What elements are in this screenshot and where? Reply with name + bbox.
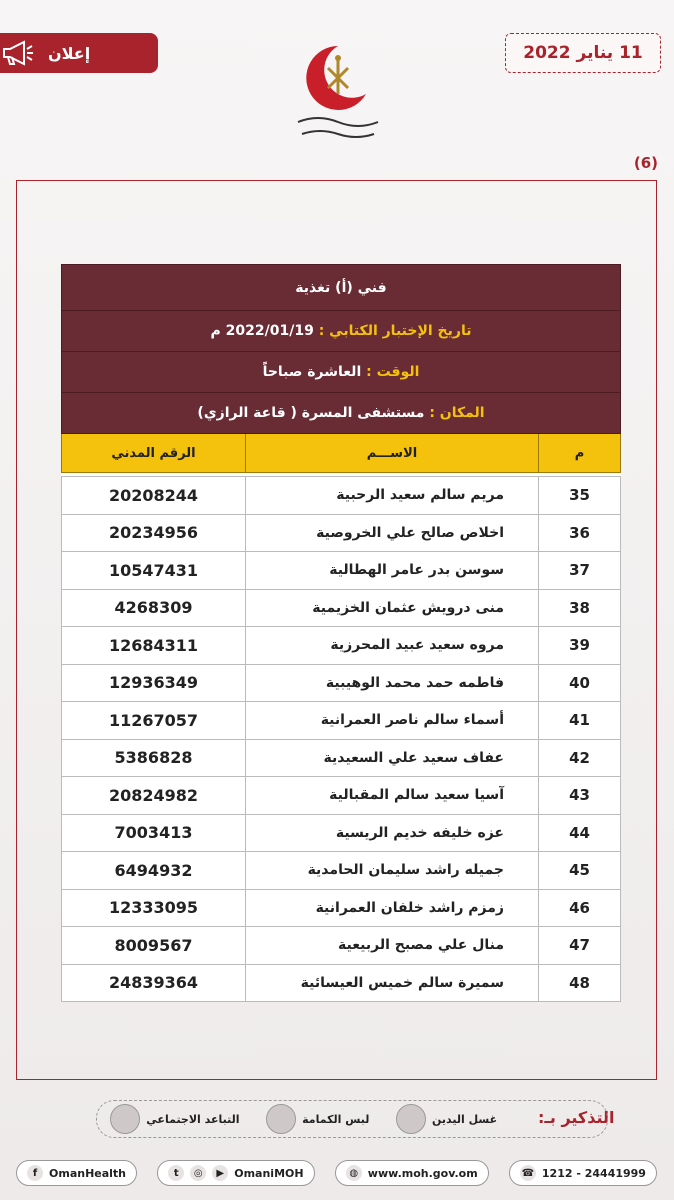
phone-icon: ☎ (520, 1165, 536, 1181)
reminder-label-handwash: غسل اليدين (432, 1112, 498, 1126)
table-row (62, 627, 621, 665)
exam-location-row (62, 393, 621, 434)
row-number: 48 (539, 964, 621, 1002)
row-civil-id: 20824982 (62, 777, 246, 815)
column-header-civil-id: الرقم المدني (62, 434, 246, 473)
row-civil-id: 8009567 (62, 927, 246, 965)
row-number: 43 (539, 777, 621, 815)
row-number: 35 (539, 477, 621, 515)
table-row (62, 964, 621, 1002)
reminder-item-mask (266, 1104, 369, 1134)
page-number: (6) (633, 154, 658, 172)
exam-time-row (62, 352, 621, 393)
reminder-label-mask: لبس الكمامة (302, 1112, 370, 1126)
website-pill[interactable] (335, 1160, 489, 1186)
table-row (62, 927, 621, 965)
date-text: 11 يناير 2022 (523, 43, 643, 63)
table-row (62, 702, 621, 740)
row-number: 44 (539, 814, 621, 852)
column-header-number: م (539, 434, 621, 473)
megaphone-icon (0, 40, 34, 66)
row-number: 46 (539, 889, 621, 927)
row-name: أسماء سالم ناصر العمرانية (246, 702, 539, 740)
table-row (62, 514, 621, 552)
exam-location-label: المكان : (429, 405, 485, 421)
row-civil-id: 12684311 (62, 627, 246, 665)
footer (16, 1159, 657, 1187)
row-civil-id: 20208244 (62, 477, 246, 515)
table-row (62, 852, 621, 890)
job-title: فني (أ) تغذية (295, 279, 387, 296)
row-civil-id: 20234956 (62, 514, 246, 552)
row-number: 39 (539, 627, 621, 665)
ministry-logo (288, 38, 388, 158)
row-number: 37 (539, 552, 621, 590)
row-name: آسيا سعيد سالم المقبالية (246, 777, 539, 815)
exam-date-value: 2022/01/19 م (210, 323, 314, 339)
website-url: www.moh.gov.om (367, 1166, 478, 1180)
row-name: سميرة سالم خميس العيسائية (246, 964, 539, 1002)
table-row (62, 477, 621, 515)
exam-location-value: مستشفى المسرة ( قاعة الرازي) (197, 405, 425, 421)
row-number: 42 (539, 739, 621, 777)
row-civil-id: 12333095 (62, 889, 246, 927)
row-number: 40 (539, 664, 621, 702)
row-number: 47 (539, 927, 621, 965)
face-mask-icon (266, 1104, 296, 1134)
reminder-item-distancing (110, 1104, 239, 1134)
table-row (62, 814, 621, 852)
reminder-item-handwash (396, 1104, 497, 1134)
announcement-badge (0, 33, 158, 73)
instagram-icon: ◎ (190, 1165, 206, 1181)
row-name: فاطمه حمد محمد الوهيبية (246, 664, 539, 702)
table-title-row (62, 265, 621, 311)
row-name: عفاف سعيد علي السعيدية (246, 739, 539, 777)
row-civil-id: 5386828 (62, 739, 246, 777)
social-pill[interactable] (157, 1160, 314, 1186)
row-number: 45 (539, 852, 621, 890)
table-row (62, 552, 621, 590)
row-civil-id: 12936349 (62, 664, 246, 702)
row-civil-id: 4268309 (62, 589, 246, 627)
row-name: زمزم راشد خلفان العمرانية (246, 889, 539, 927)
table-row (62, 589, 621, 627)
column-header-name: الاســـم (246, 434, 539, 473)
phone-pill[interactable] (509, 1160, 657, 1186)
row-name: اخلاص صالح علي الخروصية (246, 514, 539, 552)
table-row (62, 889, 621, 927)
exam-time-label: الوقت : (366, 364, 420, 380)
date-badge (505, 33, 661, 73)
row-civil-id: 11267057 (62, 702, 246, 740)
table-row (62, 777, 621, 815)
row-civil-id: 24839364 (62, 964, 246, 1002)
announcement-label: إعلان (48, 43, 91, 63)
handwash-icon (396, 1104, 426, 1134)
row-name: جميله راشد سليمان الحامدية (246, 852, 539, 890)
row-name: منى درويش عثمان الخزيمية (246, 589, 539, 627)
twitter-handle: OmaniMOH (234, 1166, 304, 1180)
youtube-icon: ▶ (212, 1165, 228, 1181)
globe-icon: ◍ (346, 1165, 362, 1181)
social-distancing-icon (110, 1104, 140, 1134)
exam-date-row (62, 311, 621, 352)
reminder-bar (96, 1100, 608, 1138)
twitter-icon: t (168, 1165, 184, 1181)
row-name: مروه سعيد عبيد المحرزية (246, 627, 539, 665)
row-name: عزه خليفه خديم الريسية (246, 814, 539, 852)
table-body (62, 477, 621, 1002)
candidates-table (61, 264, 621, 1002)
facebook-pill[interactable] (16, 1160, 137, 1186)
row-number: 36 (539, 514, 621, 552)
phone-number: 1212 - 24441999 (541, 1166, 646, 1180)
table-row (62, 664, 621, 702)
exam-time-value: العاشرة صباحاً (262, 364, 362, 380)
reminder-title: التذكير بـ: (538, 1108, 615, 1127)
row-civil-id: 6494932 (62, 852, 246, 890)
table-row (62, 739, 621, 777)
frame-divider (16, 1079, 657, 1080)
column-header-row (62, 434, 621, 473)
row-name: سوسن بدر عامر الهطالية (246, 552, 539, 590)
facebook-icon: f (27, 1165, 43, 1181)
facebook-handle: OmanHealth (49, 1166, 127, 1180)
row-civil-id: 7003413 (62, 814, 246, 852)
row-name: منال علي مصبح الربيعية (246, 927, 539, 965)
row-number: 38 (539, 589, 621, 627)
row-civil-id: 10547431 (62, 552, 246, 590)
row-number: 41 (539, 702, 621, 740)
row-name: مريم سالم سعيد الرحبية (246, 477, 539, 515)
exam-date-label: تاريخ الإختبار الكتابي : (318, 323, 472, 339)
reminder-label-distancing: التباعد الاجتماعي (146, 1112, 240, 1126)
